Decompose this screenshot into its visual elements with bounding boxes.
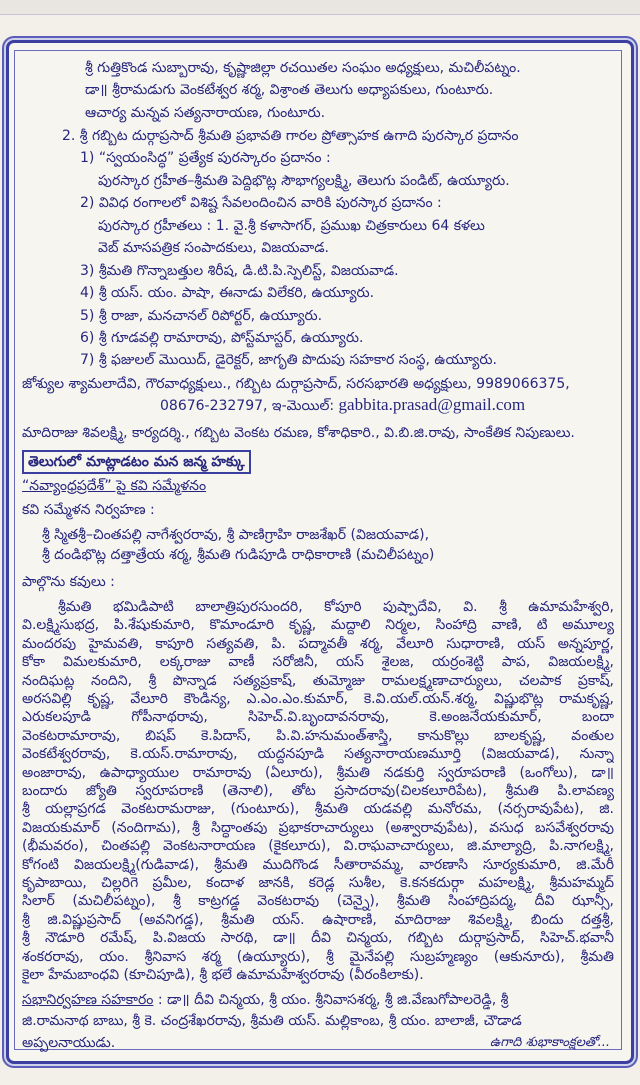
poets-line: బందారు జ్యోతి స్వరూపరాణి (తెనాలి), తోట ప్రసాదరావు(చిలకలూరిపేట), శ్రీమతి పి.లావణ్య: [22, 783, 614, 799]
poets-line: ఎరుకలపూడి గోపీనాథరావు, సిహెచ్.వి.బృందావనరావు, కె.అంజనేయకుమార్, బందా: [22, 709, 614, 726]
poets-line: సిలార్ (మచిలీపట్నం), శ్రీ కాట్రగడ్డ వెంకటరావు (చెన్నై), శ్రీమతి సింహాద్రిపద్మ, దీవి ఝాన్సీ,: [22, 893, 614, 910]
poets-line: శ్రీ జి.విష్ణుప్రసాద్ (అవనిగడ్డ), శ్రీమతి యస్. ఉషారాణి, మాదిరాజు శివలక్ష్మి, బిందు దత్తశ్రీ,: [22, 911, 614, 928]
phone-label: 08676-232797, ఇ-మెయిల్:: [160, 398, 335, 414]
poets-line: కృపాబాయి, చిల్లరిగె ప్రమీల, కందాళ జానకి, కరెడ్ల సుశీల, కె.కనకదుర్గా మహలక్ష్మి, శ్రీమహమ్మద్: [22, 875, 614, 891]
coordination-text: : డా॥ దీవి చిన్మయ, శ్రీ యం. శ్రీనివాసశర్మ, శ్రీ జి.వేణుగోపాలరెడ్డి, శ్రీ: [157, 992, 509, 1008]
poets-line: శ్రీమతి భమిడిపాటి బాలాత్రిపురసుందరి, కోపూరి పుష్పాదేవి, వి. శ్రీ ఉమామహేశ్వరి,: [58, 599, 614, 615]
award-detail: వెబ్ మాసపత్రిక సంపాదకులు, విజయవాడ.: [98, 240, 330, 256]
coordination-line: [22, 990, 508, 1010]
poets-line: నందిఘట్ల నందిని, శ్రీ పొన్నాడ సత్యప్రకాష్, తుమ్మోజు రామలక్ష్మణాచార్యులు, చలపాక ప్రకాష్,: [22, 672, 614, 689]
award-item: 5) శ్రీ రాజా, మనచానల్ రిపోర్టర్, ఉయ్యూరు.: [80, 308, 323, 324]
poets-line: వి.లక్ష్మిసుభద్ర, పి.శేషుకుమారి, కొమాండూరి కృష్ణ, మద్దాలి నిర్మల, సింహాద్రి వాణి, టి అమూల్య: [22, 617, 614, 634]
slogan-box: తెలుగులో మాట్లాడటం మన జన్మ హక్కు: [22, 450, 251, 474]
award-heading: 2. శ్రీ గబ్బిట దుర్గాప్రసాద్ శ్రీమతి ప్రభావతి గారల ప్రోత్సాహక ఉగాది పురస్కార ప్రదానం: [62, 128, 519, 144]
poets-line: విజయకుమార్ (నందిగామ), శ్రీ సిద్ధాంతపు ప్రభాకరాచార్యులు (అశ్వారావుపేట), వసుధ బసవేశ్వరరావు: [22, 819, 614, 836]
recipient-line: ఆచార్య మన్నవ సత్యనారాయణ, గుంటూరు.: [85, 105, 326, 121]
award-detail: పురస్కార గ్రహీత–శ్రీమతి పెద్దిభొట్ల సౌభాగ్యలక్ష్మి, తెలుగు పండిట్, ఉయ్యూరు.: [98, 173, 510, 189]
poets-label: పాల్గొను కవులు :: [22, 574, 115, 590]
award-detail: పురస్కార గ్రహీతలు : 1. వై.శ్రీ కళాసాగర్, ప్రముఖ చిత్రకారులు 64 కళలు: [98, 218, 485, 234]
contact-phone-email: [160, 395, 525, 416]
poets-line: మందరపు హైమవతి, కాపూరి సత్యవతి, పి. పద్మావతీ శర్మ, వేలూరి సుధారాణి, యస్ అన్నపూర్ణ,: [22, 635, 614, 652]
coordination-line: జి.రామనాథ బాబు, శ్రీ కె. చంద్రశేఖరరావు, శ్రీమతి యస్. మల్లికాంబ, శ్రీ యం. బాలాజీ, చౌడాడ: [22, 1013, 522, 1029]
poets-line: శ్రీ యల్లాప్రగడ వెంకటరామరాజు, (గుంటూరు), శ్రీమతి యడవల్లి మనోరమ, (నర్సరావుపేట), జి.: [22, 801, 614, 818]
poets-line: (భీమవరం), చింతపల్లి వెంకటనారాయణ (కైకలూరు), వి.రాఘవాచార్యులు, జి.మాల్యాద్రి, పి.నాగలక్ష్మి,: [22, 838, 614, 855]
moderation-label: కవి సమ్మేళన నిర్వహణ :: [22, 502, 155, 518]
poets-line: అంజారావు, ఉపాధ్యాయుల రామారావు (ఏలూరు), శ్రీమతి నడకుర్తి స్వరూపరాణి (ఒంగోలు), డా॥: [22, 764, 614, 781]
poets-line: కోగంటి విజయలక్ష్మి(గుడివాడ), శ్రీమతి ముదిగొండ సీతారావమ్మ, వారణాసి సూర్యకుమారి, జి.మేరీ: [22, 856, 614, 873]
award-item: 2) వివిధ రంగాలలో విశిష్ట సేవలందించిన వారికి పురస్కార ప్రదానం :: [80, 195, 442, 211]
recipient-line: డా॥ శ్రీరామడుగు వెంకటేశ్వర శర్మ, విశ్రాంత తెలుగు అధ్యాపకులు, గుంటూరు.: [85, 82, 494, 98]
moderator-line: శ్రీ దండిభొట్ల దత్తాత్రేయ శర్మ, శ్రీమతి గుడిపూడి రాధికారాణి (మచిలీపట్నం): [42, 547, 435, 563]
moderator-line: శ్రీ స్మితశ్రీ–చింతపల్లి నాగేశ్వరరావు, శ్రీ పాణిగ్రాహి రాజశేఖర్ (విజయవాడ),: [42, 527, 430, 543]
coordination-line: అప్పలనాయుడు.: [22, 1035, 116, 1051]
poets-meet-title: “నవ్యాంధ్రప్రదేశ్” పై కవి సమ్మేళనం: [22, 478, 207, 494]
coordination-label: సభానిర్వహణ సహకారం: [22, 992, 154, 1008]
award-item: 1) “స్వయంసిద్ధ” ప్రత్యేక పురస్కారం ప్రదానం :: [80, 150, 331, 166]
poets-line: కోకా విమలకుమారి, లక్కరాజు వాణీ సరోజినీ, యస్ శైలజ, యర్రంశెట్టి పాప, విజయలక్ష్మి,: [22, 654, 614, 671]
award-item: 7) శ్రీ ఫజులల్ మొయిద్, డైరెక్టర్, జాగృతి పొదుపు సహకార సంస్థ, ఉయ్యూరు.: [80, 352, 497, 368]
recipient-line: శ్రీ గుత్తికొండ సుబ్బారావు, కృష్ణాజిల్లా రచయితల సంఘం అధ్యక్షులు, మచిలీపట్నం.: [85, 60, 521, 76]
poets-line: వెంకటరామారావు, బిషప్ కె.పిదాస్, పి.వి.హనుమంత్‌శాస్త్రి, కానుకొల్లు బాలకృష్ణ, వంతుల: [22, 727, 614, 744]
page-top-edge: [0, 0, 640, 15]
closing-greeting: ఉగాది శుభాకాంక్షలతో...: [489, 1035, 610, 1050]
email-link[interactable]: gabbita.prasad@gmail.com: [338, 395, 526, 414]
poets-line: అరసవిల్లి కృష్ణ, వేలూరి కౌండిన్య, ఎ.ఎం.ఎం.కుమార్, కె.వి.యల్.యన్.శర్మ, విష్ణుభొట్ల రామకృష్ణ,: [22, 691, 614, 707]
team-line: మాదిరాజు శివలక్ష్మి, కార్యదర్శి., గబ్బిట వెంకట రమణ, కోశాధికారి., వి.బి.జి.రావు, సాంకేతిక నిపుణులు.: [22, 425, 575, 441]
award-item: 3) శ్రీమతి గొన్నాబత్తుల శిరీష, డి.టి.పి.స్పెలిస్ట్, విజయవాడ.: [80, 263, 399, 279]
poets-line: కైలా హేమబాంధవి (కూచిపూడి), శ్రీ భలే ఉమామహేశ్వరరావు (వీరంకిలాకు).: [22, 967, 424, 983]
award-item: 4) శ్రీ యస్. యం. పాషా, ఈనాడు విలేకరి, ఉయ్యూరు.: [80, 285, 375, 301]
poets-line: శ్రీ నౌడూరి రమేష్, పి.విజయ సారథి, డా॥ దీవి చిన్మయ, గబ్బిట దుర్గాప్రసాద్, సిహెచ్.భవానీ: [22, 930, 614, 947]
poets-line: శంకరరావు, యం. శ్రీనివాస శర్మ (ఉయ్యూరు), శ్రీ మైనేపల్లి సుబ్రహ్మణ్యం (ఆకునూరు), శ్రీమతి: [22, 948, 614, 965]
contact-line: జోశ్యుల శ్యామలాదేవి, గౌరవాధ్యక్షులు., గబ్బిట దుర్గాప్రసాద్, సరసభారతి అధ్యక్షులు, 9989066375,: [22, 376, 570, 392]
award-item: 6) శ్రీ గూడవల్లి రామారావు, పోస్ట్‌మాస్టర్, ఉయ్యూరు.: [80, 330, 364, 346]
poets-line: వెంకటేశ్వరరావు, కె.యస్.రామారావు, యద్దనపూడి సత్యనారాయణమూర్తి (విజయవాడ), నున్నా: [22, 746, 614, 763]
